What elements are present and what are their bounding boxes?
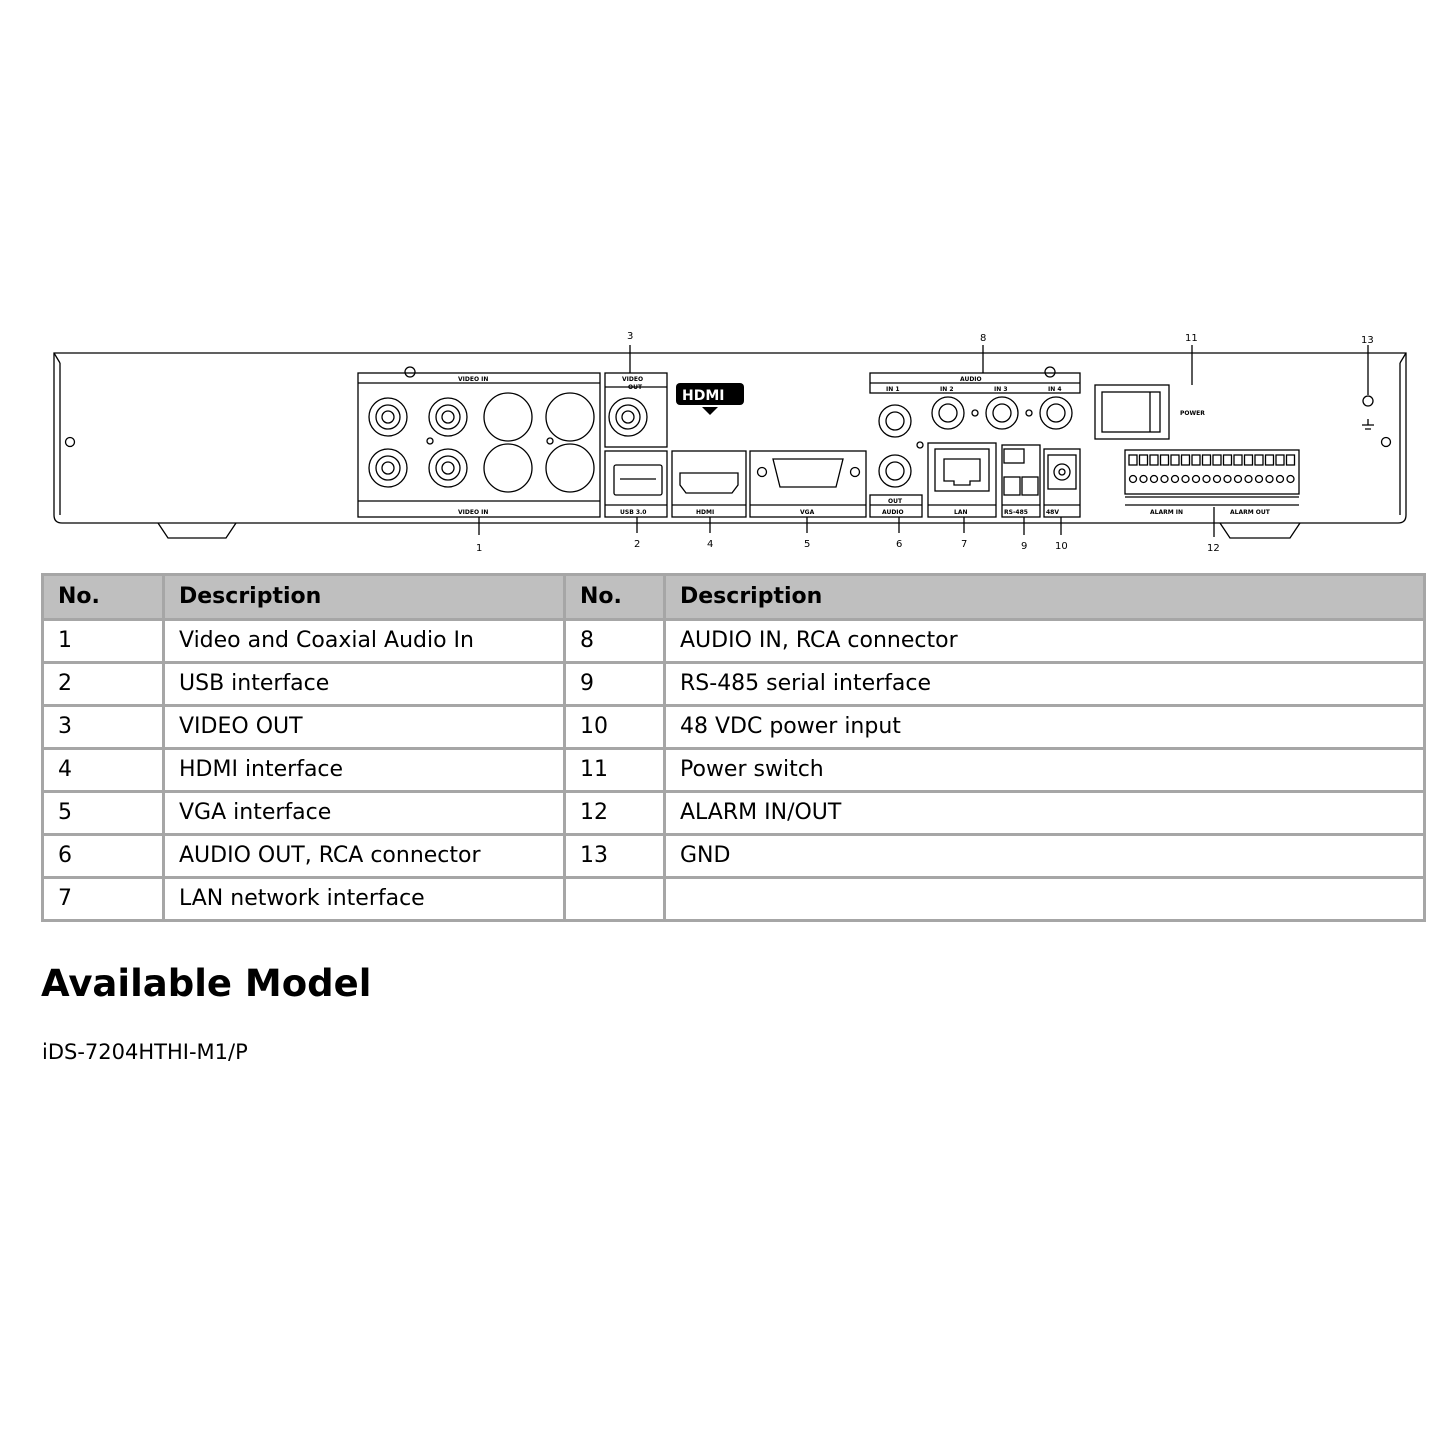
label-in1: IN 1 — [886, 386, 900, 393]
cell-description: AUDIO OUT, RCA connector — [164, 835, 565, 878]
cell-no: 10 — [565, 706, 665, 749]
label-rs485: RS-485 — [1004, 509, 1028, 516]
alarm-terminal-screw — [1172, 476, 1179, 483]
label-48v: 48V — [1046, 509, 1059, 516]
alarm-terminal-pin — [1276, 455, 1284, 465]
lan-panel — [928, 443, 996, 517]
callout-10: 10 — [1055, 541, 1068, 552]
callout-7: 7 — [961, 539, 968, 550]
dc-jack — [1048, 455, 1076, 489]
alarm-terminal-pin — [1182, 455, 1190, 465]
alarm-terminal-screw — [1235, 476, 1242, 483]
hdmi-panel — [672, 451, 746, 517]
alarm-terminal-pin — [1287, 455, 1295, 465]
label-power: POWER — [1180, 410, 1205, 417]
power-switch-frame — [1095, 385, 1169, 439]
bnc-connector-2 — [369, 449, 407, 487]
label-in4: IN 4 — [1048, 386, 1062, 393]
cell-no: 8 — [565, 620, 665, 663]
label-audio-top: AUDIO — [960, 376, 982, 383]
foot-right — [1220, 523, 1300, 538]
knockout-5 — [484, 393, 532, 441]
cell-description: LAN network interface — [164, 878, 565, 921]
rca-in-3 — [986, 397, 1018, 429]
cell-description: RS-485 serial interface — [665, 663, 1425, 706]
cell-no: 11 — [565, 749, 665, 792]
header-description-left: Description — [164, 575, 565, 620]
label-alarm-in: ALARM IN — [1150, 509, 1184, 516]
label-usb: USB 3.0 — [620, 509, 647, 516]
label-vga: VGA — [800, 509, 815, 516]
callout-6: 6 — [896, 539, 903, 550]
rear-panel-diagram — [40, 325, 1420, 560]
bnc-connector-4 — [429, 449, 467, 487]
alarm-terminal-pin — [1171, 455, 1179, 465]
cell-no: 3 — [43, 706, 164, 749]
label-video-in-bottom: VIDEO IN — [458, 509, 489, 516]
alarm-terminal-screw — [1193, 476, 1200, 483]
screw-left — [66, 438, 75, 447]
cell-description: AUDIO IN, RCA connector — [665, 620, 1425, 663]
cell-description: HDMI interface — [164, 749, 565, 792]
alarm-terminal-screw — [1277, 476, 1284, 483]
gnd-symbol — [1362, 419, 1374, 429]
alarm-terminal-pin — [1203, 455, 1211, 465]
cell-description: ALARM IN/OUT — [665, 792, 1425, 835]
table-row — [43, 878, 1425, 921]
alarm-terminal-pin — [1150, 455, 1158, 465]
cell-description: USB interface — [164, 663, 565, 706]
alarm-terminal-pin — [1213, 455, 1221, 465]
knockout-6 — [484, 444, 532, 492]
rca-audio-out — [879, 455, 911, 487]
cell-no: 9 — [565, 663, 665, 706]
cell-description: Power switch — [665, 749, 1425, 792]
callout-9: 9 — [1021, 541, 1028, 552]
label-hdmi: HDMI — [696, 509, 715, 516]
table-row — [43, 663, 1425, 706]
callout-13: 13 — [1361, 335, 1374, 346]
callout-8: 8 — [980, 333, 987, 344]
interface-table — [41, 573, 1426, 922]
callout-11: 11 — [1185, 333, 1198, 344]
cell-no: 7 — [43, 878, 164, 921]
callout-1: 1 — [476, 543, 483, 554]
alarm-terminal-screw — [1214, 476, 1221, 483]
cell-no: 5 — [43, 792, 164, 835]
callout-5: 5 — [804, 539, 811, 550]
label-in3: IN 3 — [994, 386, 1008, 393]
cell-description — [665, 878, 1425, 921]
bnc-video-out — [609, 398, 647, 436]
callout-3: 3 — [627, 331, 634, 342]
alarm-terminal-pin — [1245, 455, 1253, 465]
gnd-screw — [1363, 396, 1373, 406]
power-switch — [1102, 392, 1160, 432]
table-row — [43, 749, 1425, 792]
header-description-right: Description — [665, 575, 1425, 620]
label-lan: LAN — [954, 509, 968, 516]
bnc-connector-1 — [369, 398, 407, 436]
callout-12: 12 — [1207, 543, 1220, 554]
rca-in-2 — [932, 397, 964, 429]
alarm-terminal-screw — [1151, 476, 1158, 483]
table-header-row — [43, 575, 1425, 620]
header-no-right: No. — [565, 575, 665, 620]
alarm-terminal-screw — [1256, 476, 1263, 483]
cell-description: GND — [665, 835, 1425, 878]
label-audio-out-sub: OUT — [888, 498, 903, 505]
alarm-terminal-screw — [1130, 476, 1137, 483]
label-alarm-out: ALARM OUT — [1230, 509, 1270, 516]
alarm-terminal-screw — [1182, 476, 1189, 483]
alarm-terminal-pin — [1224, 455, 1232, 465]
cell-no: 13 — [565, 835, 665, 878]
bnc-connector-3 — [429, 398, 467, 436]
alarm-terminal-pin — [1255, 455, 1263, 465]
cell-no: 2 — [43, 663, 164, 706]
hdmi-port — [680, 473, 738, 493]
table-row — [43, 706, 1425, 749]
label-video-out-sub: OUT — [628, 384, 643, 391]
alarm-terminal-pin — [1266, 455, 1274, 465]
cell-description: VIDEO OUT — [164, 706, 565, 749]
rs485-panel — [1002, 445, 1040, 517]
cell-no: 4 — [43, 749, 164, 792]
available-model-heading: Available Model — [41, 962, 372, 1005]
label-video-in-top: VIDEO IN — [458, 376, 489, 383]
cell-description: 48 VDC power input — [665, 706, 1425, 749]
alarm-terminal-pin — [1161, 455, 1169, 465]
cell-description: Video and Coaxial Audio In — [164, 620, 565, 663]
callout-4: 4 — [707, 539, 714, 550]
alarm-terminal-screw — [1224, 476, 1231, 483]
cell-no — [565, 878, 665, 921]
header-no-left: No. — [43, 575, 164, 620]
rca-in-1 — [879, 405, 911, 437]
alarm-terminal-pin — [1192, 455, 1200, 465]
alarm-terminal-screw — [1161, 476, 1168, 483]
callout-2: 2 — [634, 539, 641, 550]
label-in2: IN 2 — [940, 386, 954, 393]
knockout-8 — [546, 444, 594, 492]
rca-in-4 — [1040, 397, 1072, 429]
table-row — [43, 835, 1425, 878]
cell-no: 1 — [43, 620, 164, 663]
knockout-7 — [546, 393, 594, 441]
screw-right — [1382, 438, 1391, 447]
usb-port — [614, 465, 662, 495]
vga-panel — [750, 451, 866, 517]
alarm-terminal-pin — [1234, 455, 1242, 465]
dc-power-panel — [1044, 449, 1080, 517]
alarm-terminal-screw — [1140, 476, 1147, 483]
cell-no: 6 — [43, 835, 164, 878]
label-video-out: VIDEO — [622, 376, 644, 383]
alarm-terminal-screw — [1245, 476, 1252, 483]
alarm-terminal-screw — [1266, 476, 1273, 483]
label-audio-bottom: AUDIO — [882, 509, 904, 516]
cell-no: 12 — [565, 792, 665, 835]
foot-left — [158, 523, 236, 538]
table-row — [43, 792, 1425, 835]
cell-description: VGA interface — [164, 792, 565, 835]
alarm-terminal-screw — [1287, 476, 1294, 483]
table-row — [43, 620, 1425, 663]
alarm-terminal-pin — [1129, 455, 1137, 465]
model-number: iDS-7204HTHI-M1/P — [42, 1040, 248, 1064]
alarm-terminal-screw — [1203, 476, 1210, 483]
vga-port — [773, 459, 843, 487]
alarm-terminal-pin — [1140, 455, 1148, 465]
hdmi-logo: HDMI — [682, 388, 725, 404]
